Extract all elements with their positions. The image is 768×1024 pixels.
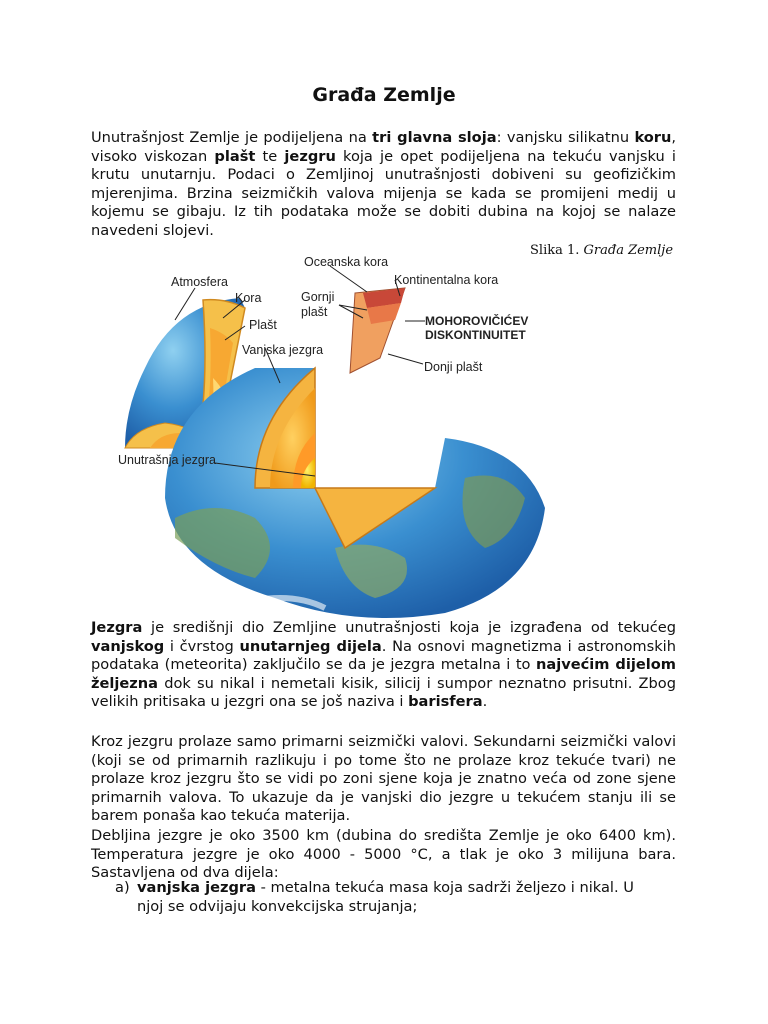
text: koja je opet podijeljena na tekuću vanjsku i krutu unutarnju. Podaci o Zemljinoj unutrašnjosti dobiveni su geofizičkim mjerenjima. Brzina seizmičkih valova mijenja se kada se promijeni medij u kojemu se gibaju. Iz tih podataka može se dobiti dubina na kojoj se nalaze navedeni slojevi.: [91, 147, 676, 239]
bold-term: Jezgra: [91, 619, 143, 636]
earth-structure-figure: [105, 248, 685, 618]
text: je središnji dio Zemljine unutrašnjosti koja je izgrađena od tekućeg: [142, 619, 676, 636]
text: te: [255, 147, 285, 165]
text: dok su nikal i nemetali kisik, silicij i sumpor neznatno prisutni. Zbog velikih pritisaka u jezgri ona se još naziva i: [91, 674, 676, 711]
seismic-paragraph: Kroz jezgru prolaze samo primarni seizmički valovi. Sekundarni seizmički valovi (koji se od primarnih razlikuju i po tome što ne prolaze kroz tekuće tvari) ne prolaze kroz jezgru što se vidi po zoni sjene koja je znatno veća od zone sjene primarnih valova. To ukazuje da je vanjski dio jezgre u tekućem stanju ili se barem ponaša kao tekuća materija.: [91, 733, 676, 825]
core-paragraph: [91, 619, 676, 712]
text: . Na osnovi magnetizma i astronomskih podataka (meteorita) zaključilo se da je jezgra metalna i to: [91, 637, 676, 674]
bold-term: tri glavna sloja: [372, 129, 497, 146]
caption-title: Građa Zemlje: [583, 243, 674, 258]
intro-paragraph: [91, 129, 676, 241]
label-oceanska-kora: Oceanska kora: [304, 255, 389, 269]
label-donji-plast: Donji plašt: [424, 360, 483, 374]
label-vanjska-jezgra: Vanjska jezgra: [242, 343, 324, 357]
label-moho-1: MOHOROVIČIĆEV: [425, 314, 529, 328]
caption-prefix: Slika 1.: [530, 243, 580, 258]
label-unutrasnja-jezgra: Unutrašnja jezgra: [118, 453, 216, 467]
list-item-line-2: njoj se odvijaju konvekcijska strujanja;: [137, 897, 418, 915]
label-kontinentalna-kora: Kontinentalna kora: [394, 273, 499, 287]
bold-term: vanjskog: [91, 637, 165, 655]
bold-term: plašt: [214, 147, 256, 165]
list-item-line-1: [115, 879, 676, 898]
text: .: [482, 693, 488, 711]
text: Unutrašnjost Zemlje je podijeljena na: [91, 129, 373, 146]
earth-cross-section-illustration: [105, 248, 685, 618]
label-gornji: Gornji: [301, 290, 335, 304]
list-item: [115, 879, 676, 916]
thickness-paragraph: Debljina jezgre je oko 3500 km (dubina do središta Zemlje je oko 6400 km). Temperatura jezgre je oko 4000 - 5000 °C, a tlak je oko 3 milijuna bara. Sastavljena od dva dijela:: [91, 827, 676, 882]
list-marker: a): [115, 879, 130, 896]
label-moho-2: DISKONTINUITET: [425, 328, 526, 342]
text: i čvrstog: [164, 637, 240, 655]
text: , visoko viskozan: [91, 129, 677, 165]
bold-term: vanjska jezgra: [137, 879, 256, 896]
text: - metalna tekuća masa koja sadrži željezo i nikal. U: [255, 879, 634, 896]
bold-term: koru: [634, 129, 672, 146]
bold-term: najvećim dijelom željezna: [91, 656, 676, 692]
label-kora: Kora: [235, 291, 262, 305]
bold-term: jezgru: [284, 147, 336, 165]
label-plast: Plašt: [249, 318, 277, 332]
label-atmosfera: Atmosfera: [171, 275, 228, 289]
label-gornji-plast: plašt: [301, 305, 328, 319]
text: : vanjsku silikatnu: [496, 129, 635, 146]
page-title: Građa Zemlje: [312, 84, 456, 106]
bold-term: barisfera: [408, 693, 483, 711]
bold-term: unutarnjeg dijela: [239, 637, 382, 655]
